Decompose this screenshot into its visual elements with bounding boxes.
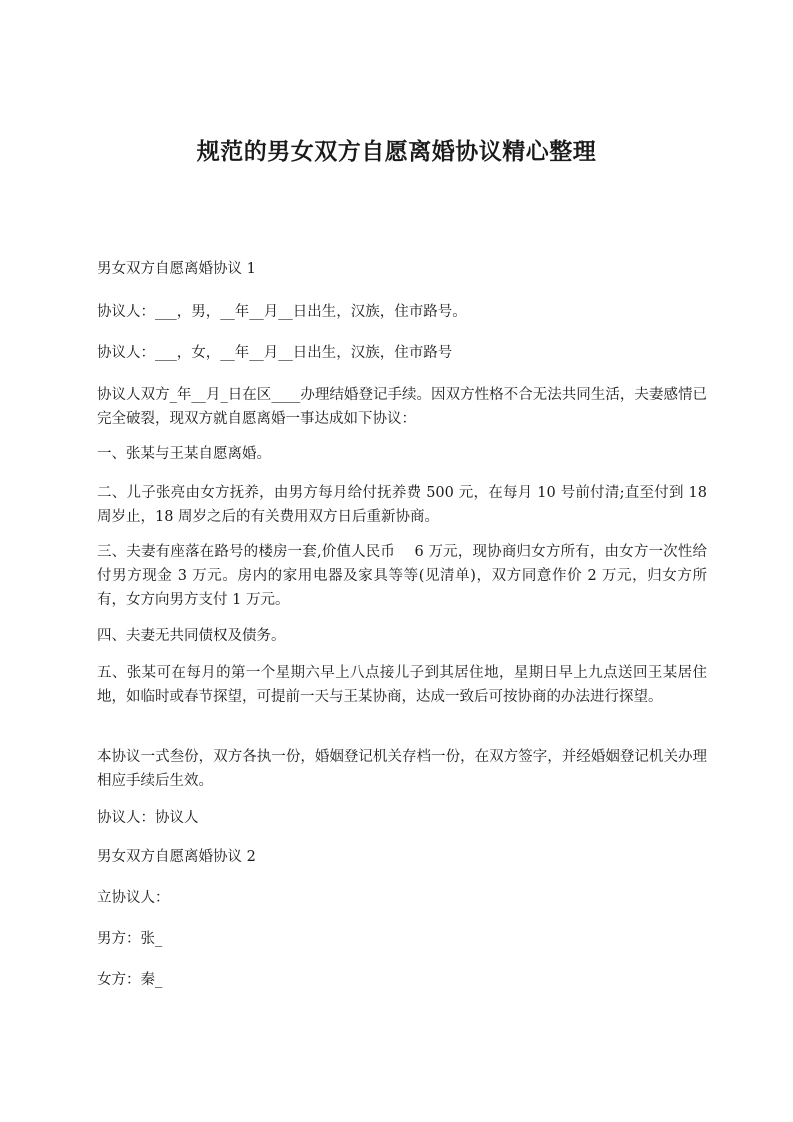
- section-heading-agreement-1: 男女双方自愿离婚协议 1: [97, 261, 256, 277]
- clause-4: 四、夫妻无共同债权及债务。: [97, 628, 286, 644]
- party-male: 男方：张_: [97, 931, 163, 947]
- document-title: 规范的男女双方自愿离婚协议精心整理: [196, 139, 597, 165]
- clause-1: 一、张某与王某自愿离婚。: [97, 446, 271, 462]
- party-female: 女方：秦_: [97, 972, 163, 988]
- signature-line: 协议人：协议人: [97, 810, 199, 826]
- section-heading-agreement-2: 男女双方自愿离婚协议 2: [97, 849, 256, 865]
- parties-heading: 立协议人：: [97, 890, 170, 906]
- clause-5: 五、张某可在每月的第一个星期六早上八点接儿子到其居住地，星期日早上九点送回王某居住地，如临时或春节探望，可提前一天与王某协商，达成一致后可按协商的办法进行探望。: [97, 665, 707, 705]
- party-line-male: 协议人：___，男，__年__月__日出生，汉族，住市路号。: [97, 304, 467, 320]
- clause-3: 三、夫妻有座落在路号的楼房一套,价值人民币 6 万元，现协商归女方所有，由女方一次性给付男方现金 3 万元。房内的家用电器及家具等等(见清单)，双方同意作价 2 万元，归女方所有，女方向男方支付 1 万元。: [97, 544, 707, 608]
- clause-2: 二、儿子张亮由女方抚养，由男方每月给付抚养费 500 元，在每月 10 号前付清;直至付到 18 周岁止，18 周岁之后的有关费用双方日后重新协商。: [97, 485, 707, 525]
- party-line-female: 协议人：___，女，__年__月__日出生，汉族，住市路号: [97, 345, 453, 361]
- closing-paragraph: 本协议一式叁份，双方各执一份，婚姻登记机关存档一份，在双方签字，并经婚姻登记机关办理相应手续后生效。: [97, 749, 707, 789]
- preamble-paragraph: 协议人双方_年__月_日在区____办理结婚登记手续。因双方性格不合无法共同生活，夫妻感情已完全破裂，现双方就自愿离婚一事达成如下协议：: [97, 387, 707, 427]
